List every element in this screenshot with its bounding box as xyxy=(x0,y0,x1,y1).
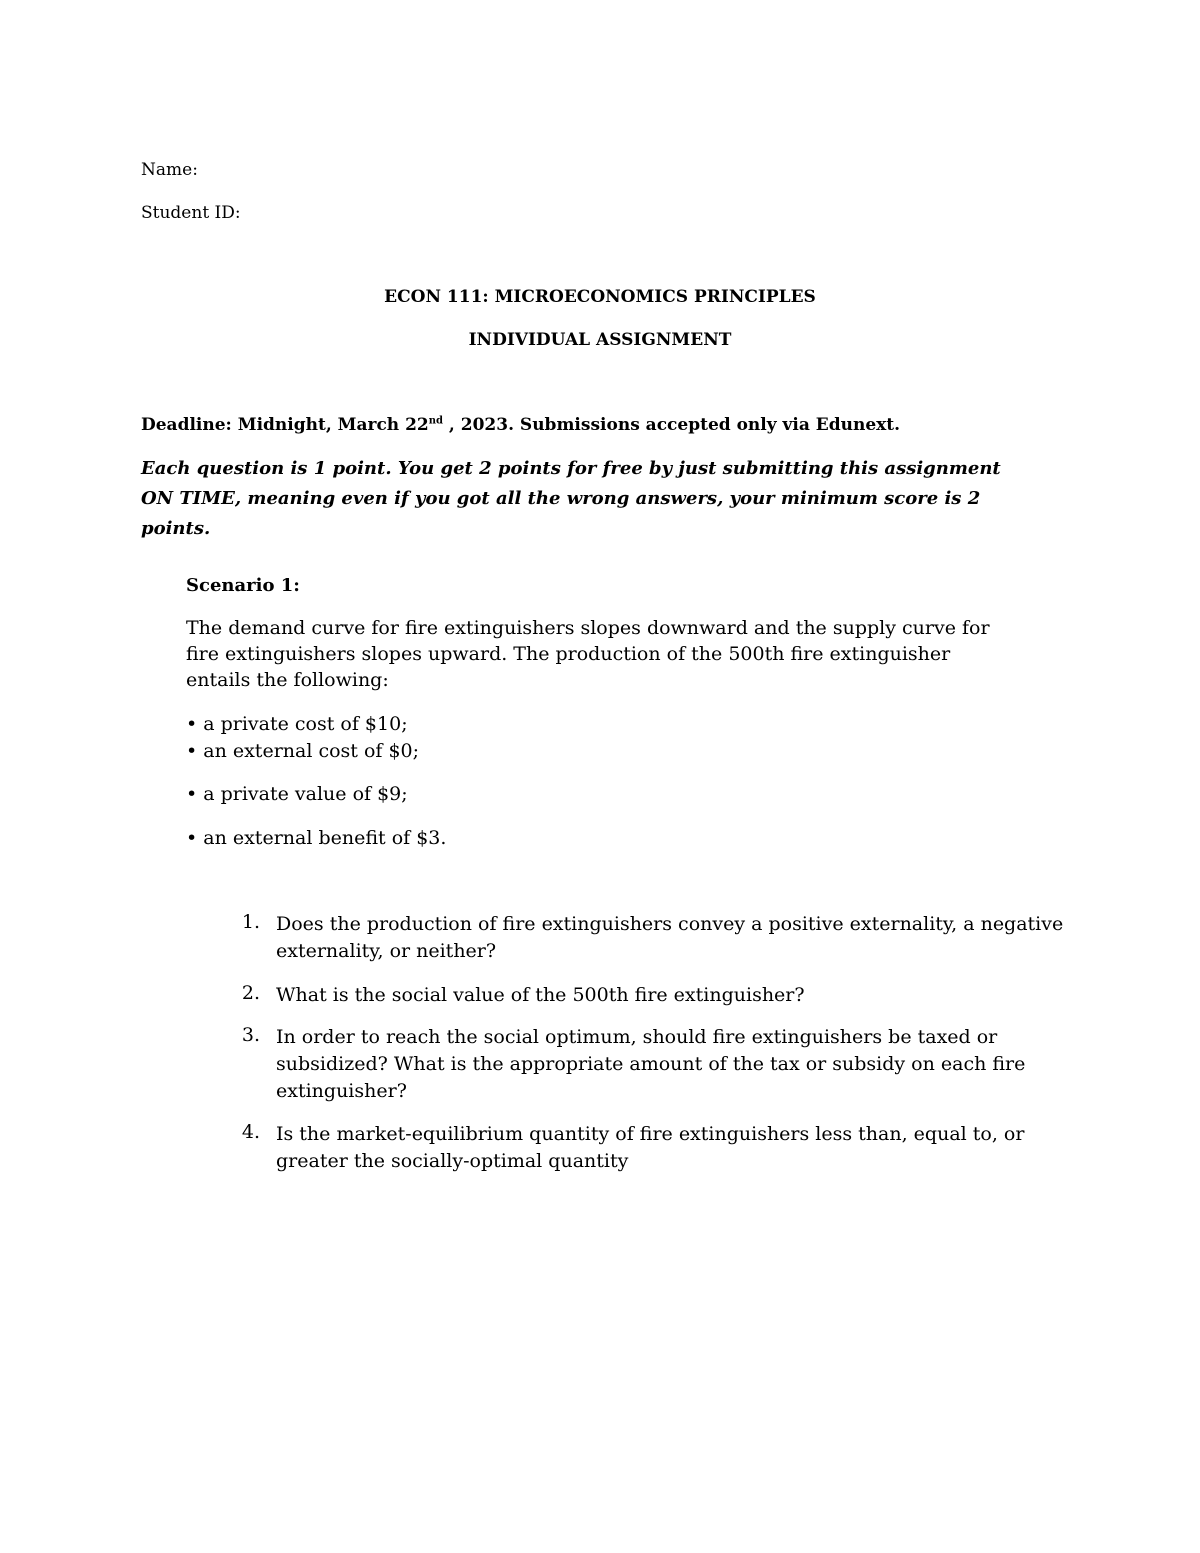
student-id-label: Student ID: xyxy=(141,203,241,223)
scenario-description: The demand curve for fire extinguishers slopes downward and the supply curve for fire extinguishers slopes upward. The production of the 500th fire extinguisher entails the following: xyxy=(186,617,990,691)
scenario-bullet: • an external cost of $0; xyxy=(186,740,420,762)
name-label: Name: xyxy=(141,160,198,180)
scenario-title: Scenario 1: xyxy=(186,575,300,596)
question-number: 2. xyxy=(241,982,260,1004)
scenario-bullet: • a private cost of $10; xyxy=(186,713,408,735)
deadline-prefix: Deadline: Midnight, March 22 xyxy=(141,415,429,435)
assignment-title: INDIVIDUAL ASSIGNMENT xyxy=(468,330,732,350)
deadline-superscript: nd xyxy=(428,415,444,427)
deadline-line xyxy=(141,415,900,435)
question-number: 3. xyxy=(241,1024,260,1046)
question-text: Does the production of fire extinguishers convey a positive externality, a negative externality, or neither? xyxy=(276,913,1064,962)
question-number: 4. xyxy=(241,1121,260,1143)
deadline-suffix: , 2023. Submissions accepted only via Edunext. xyxy=(443,415,901,435)
question-number: 1. xyxy=(241,911,260,933)
scenario-bullet: • an external benefit of $3. xyxy=(186,827,447,849)
question-text: Is the market-equilibrium quantity of fire extinguishers less than, equal to, or greater the socially-optimal quantity xyxy=(276,1123,1025,1172)
points-note: Each question is 1 point. You get 2 points for free by just submitting this assignment ON TIME, meaning even if you got all the wrong answers, your minimum score is 2 points. xyxy=(141,458,1001,539)
course-title: ECON 111: MICROECONOMICS PRINCIPLES xyxy=(384,287,816,307)
question-text: What is the social value of the 500th fire extinguisher? xyxy=(276,984,805,1006)
scenario-bullet: • a private value of $9; xyxy=(186,783,408,805)
question-text: In order to reach the social optimum, should fire extinguishers be taxed or subsidized? What is the appropriate amount of the tax or subsidy on each fire extinguisher? xyxy=(276,1026,1026,1102)
